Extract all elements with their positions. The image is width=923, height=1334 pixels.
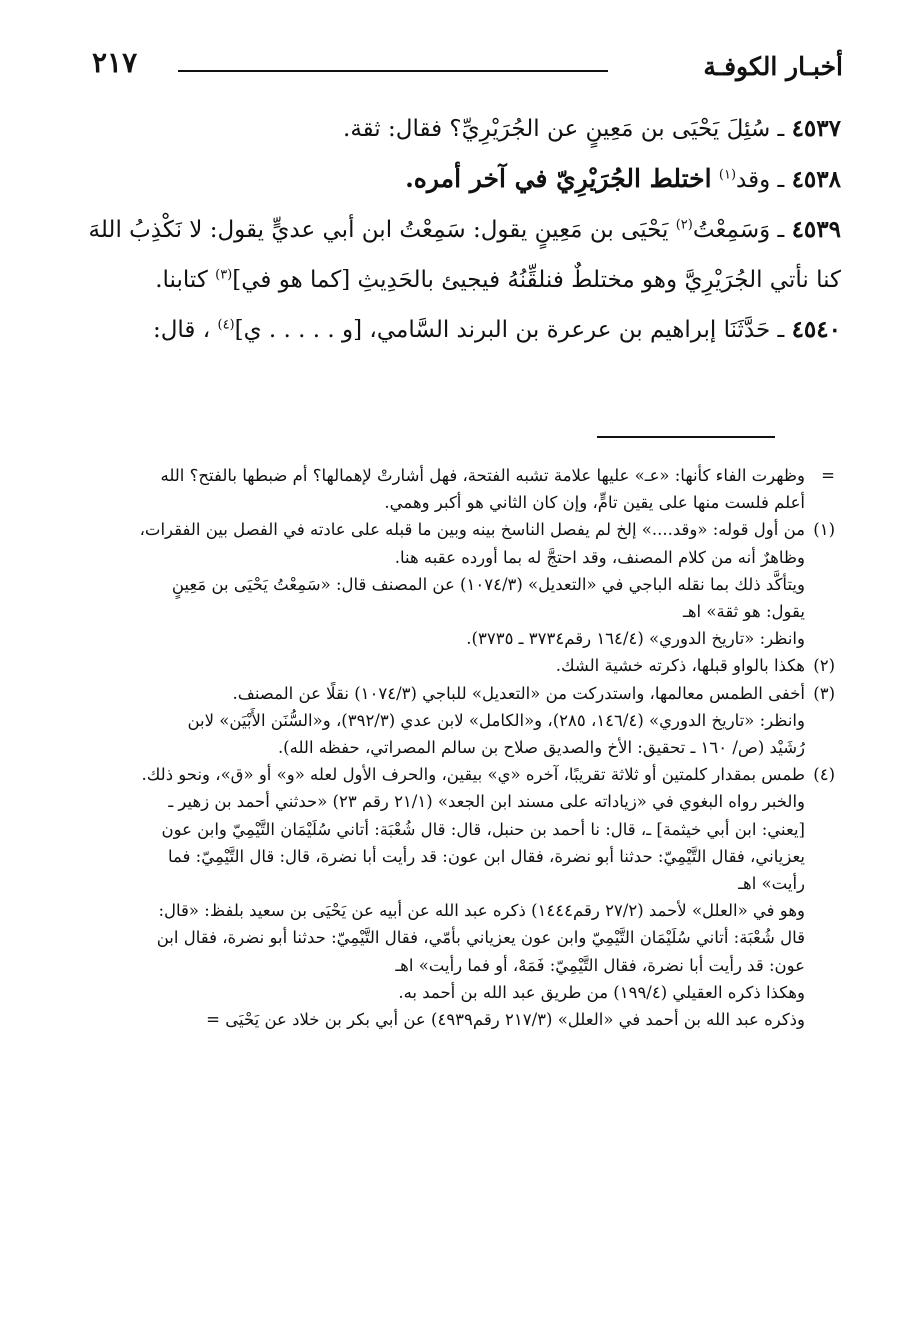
footnotes <box>82 462 835 1033</box>
footnote-4: (٤)طمس بمقدار كلمتين أو ثلاثة تقريبًا، آخره «ي» بيقين، والحرف الأول لعله «و» أو «ق»، ونحو ذلك. <box>82 761 835 788</box>
running-header-title: أخبـار الكوفـة <box>703 52 843 81</box>
footnote-ref: (١) <box>718 167 737 183</box>
entry-number: ٤٥٣٩ <box>791 216 841 243</box>
footnote-line: رُشَيْد (ص/ ١٦٠ ـ تحقيق: الأخ والصديق صلاح بن سالم المصراتي، حفظه الله). <box>277 738 805 758</box>
footnote-line: وانظر: «تاريخ الدوري» (١٤٦/٤، ٢٨٥)، و«الكامل» لابن عدي (٣٩٢/٣)، و«السُّنَن الأَبْيَن» لابن <box>187 710 805 730</box>
footnote-line: يعزياني، فقال التَّيْمِيّ: حدثنا أبو نضرة، فقال ابن عون: قد رأيت أبا نضرة، قال: قال التَّيْمِيّ: فما <box>167 846 805 866</box>
entry-text: ، قال: <box>152 317 211 343</box>
header-rule <box>178 70 608 72</box>
entry-text: كتابنا. <box>155 267 208 293</box>
entry-number: ٤٥٣٧ <box>791 115 841 142</box>
footnote-line: والخبر رواه البغوي في «زياداته على مسند ابن الجعد» (٢١/١ رقم ٢٣) «حدثني أحمد بن زهير ـ <box>168 792 805 812</box>
entry-text: ـ حَدَّثَنَا إبراهيم بن عرعرة بن البرند السَّامي، [و . . . . . ي] <box>234 317 785 343</box>
footnote-line: [يعني: ابن أبي خيثمة] ـ، قال: نا أحمد بن حنبل، قال: قال شُعْبَة: أتاني سُلَيْمَان التَّيْمِيّ وابن عون <box>161 819 805 839</box>
footnote-ref: (٢) <box>675 217 693 233</box>
entry-4539 <box>80 205 841 305</box>
footnote-mark: (١) <box>813 520 835 540</box>
entry-4540 <box>80 305 841 355</box>
footnote-ref: (٤) <box>217 317 235 333</box>
footnote-line: عون: قد رأيت أبا نضرة، فقال التَّيْمِيّ: فَمَهْ، أو فما رأيت» اهـ <box>395 955 805 975</box>
entry-4538 <box>80 154 841 205</box>
footnote-line: ويتأكَّد ذلك بما نقله الباجي في «التعديل» (١٠٧٤/٣) عن المصنف قال: «سَمِعْتُ يَحْيَى بن مَعِينٍ <box>171 574 805 594</box>
footnote-separator <box>597 436 775 438</box>
footnote-line: رأيت» اهـ <box>738 874 805 894</box>
footnote-line: وظاهرٌ أنه من كلام المصنف، وقد احتجَّ له بما أورده عقبه هنا. <box>394 547 805 567</box>
footnote-1: (١)من أول قوله: «وقد....» إلخ لم يفصل الناسخ بينه وبين ما قبله على عادته في الفصل بين الفقرات، <box>82 516 835 543</box>
footnote-line: وهكذا ذكره العقيلي (١٩٩/٤) من طريق عبد الله بن أحمد به. <box>398 982 805 1002</box>
continuation-mark: = <box>821 466 835 485</box>
footnote-2: (٢)هكذا بالواو قبلها، ذكرته خشية الشك. <box>82 652 835 679</box>
footnote-mark: (٢) <box>813 656 835 676</box>
entry-text: ـ سُئِلَ يَحْيَى بن مَعِينٍ عن الجُرَيْرِيِّ؟ فقال: ثقة. <box>343 116 785 142</box>
footnote-mark: (٤) <box>813 765 835 785</box>
entry-number: ٤٥٤٠ <box>791 316 841 343</box>
footnote-3: (٣)أخفى الطمس معالمها، واستدركت من «التعديل» للباجي (١٠٧٤/٣) نقلًا عن المصنف. <box>82 680 835 707</box>
footnote-mark: (٣) <box>813 683 835 703</box>
footnote-line: وانظر: «تاريخ الدوري» (١٦٤/٤ رقم٣٧٣٤ ـ ٣٧٣٥). <box>466 629 805 649</box>
main-text <box>80 104 841 355</box>
footnote-ref: (٣) <box>215 267 233 283</box>
entry-text: ـ وقد <box>736 167 785 193</box>
entry-text: يَحْيَى بن مَعِينٍ يقول: سَمِعْتُ ابن أبي عديٍّ يقول: لا نَكْذِبُ اللهَ كنا نأتي الجُرَيْرِيَّ وهو مختلطٌ فنلقِّنُهُ فيجيئ بالحَدِيثِ [كما هو في] <box>88 217 841 293</box>
footnote-line: أعلم فلست منها على يقين تامٍّ، وإن كان الثاني هو أكبر وهمي. <box>384 493 805 513</box>
entry-4537 <box>80 104 841 154</box>
entry-text: ـ وَسَمِعْتُ <box>692 217 785 243</box>
footnote-line: يقول: هو ثقة» اهـ <box>683 602 805 622</box>
footnote-continuation: =وظهرت الفاء كأنها: «عـ» عليها علامة تشبه الفتحة، فهل أشارتْ لإهمالها؟ أم ضبطها بالفتح؟ الله <box>82 462 835 489</box>
entry-number: ٤٥٣٨ <box>791 166 841 193</box>
footnote-line: قال شُعْبَة: أتاني سُلَيْمَان التَّيْمِيّ وابن عون يعزياني بأمّي، فقال التَّيْمِيّ: حدثنا أبو نضرة، فقال ابن <box>156 928 805 948</box>
footnote-line: وهو في «العلل» لأحمد (٢٧/٢ رقم١٤٤٤) ذكره عبد الله عن أبيه عن يَحْيَى بن سعيد بلفظ: «قال: <box>158 901 805 921</box>
footnote-line: وذكره عبد الله بن أحمد في «العلل» (٢١٧/٣ رقم٤٩٣٩) عن أبي بكر بن خلاد عن يَحْيَى = <box>206 1010 805 1030</box>
entry-text: اختلط الجُرَيْرِيّ في آخر أمره. <box>405 164 712 193</box>
page-number: ٢١٧ <box>92 46 138 79</box>
